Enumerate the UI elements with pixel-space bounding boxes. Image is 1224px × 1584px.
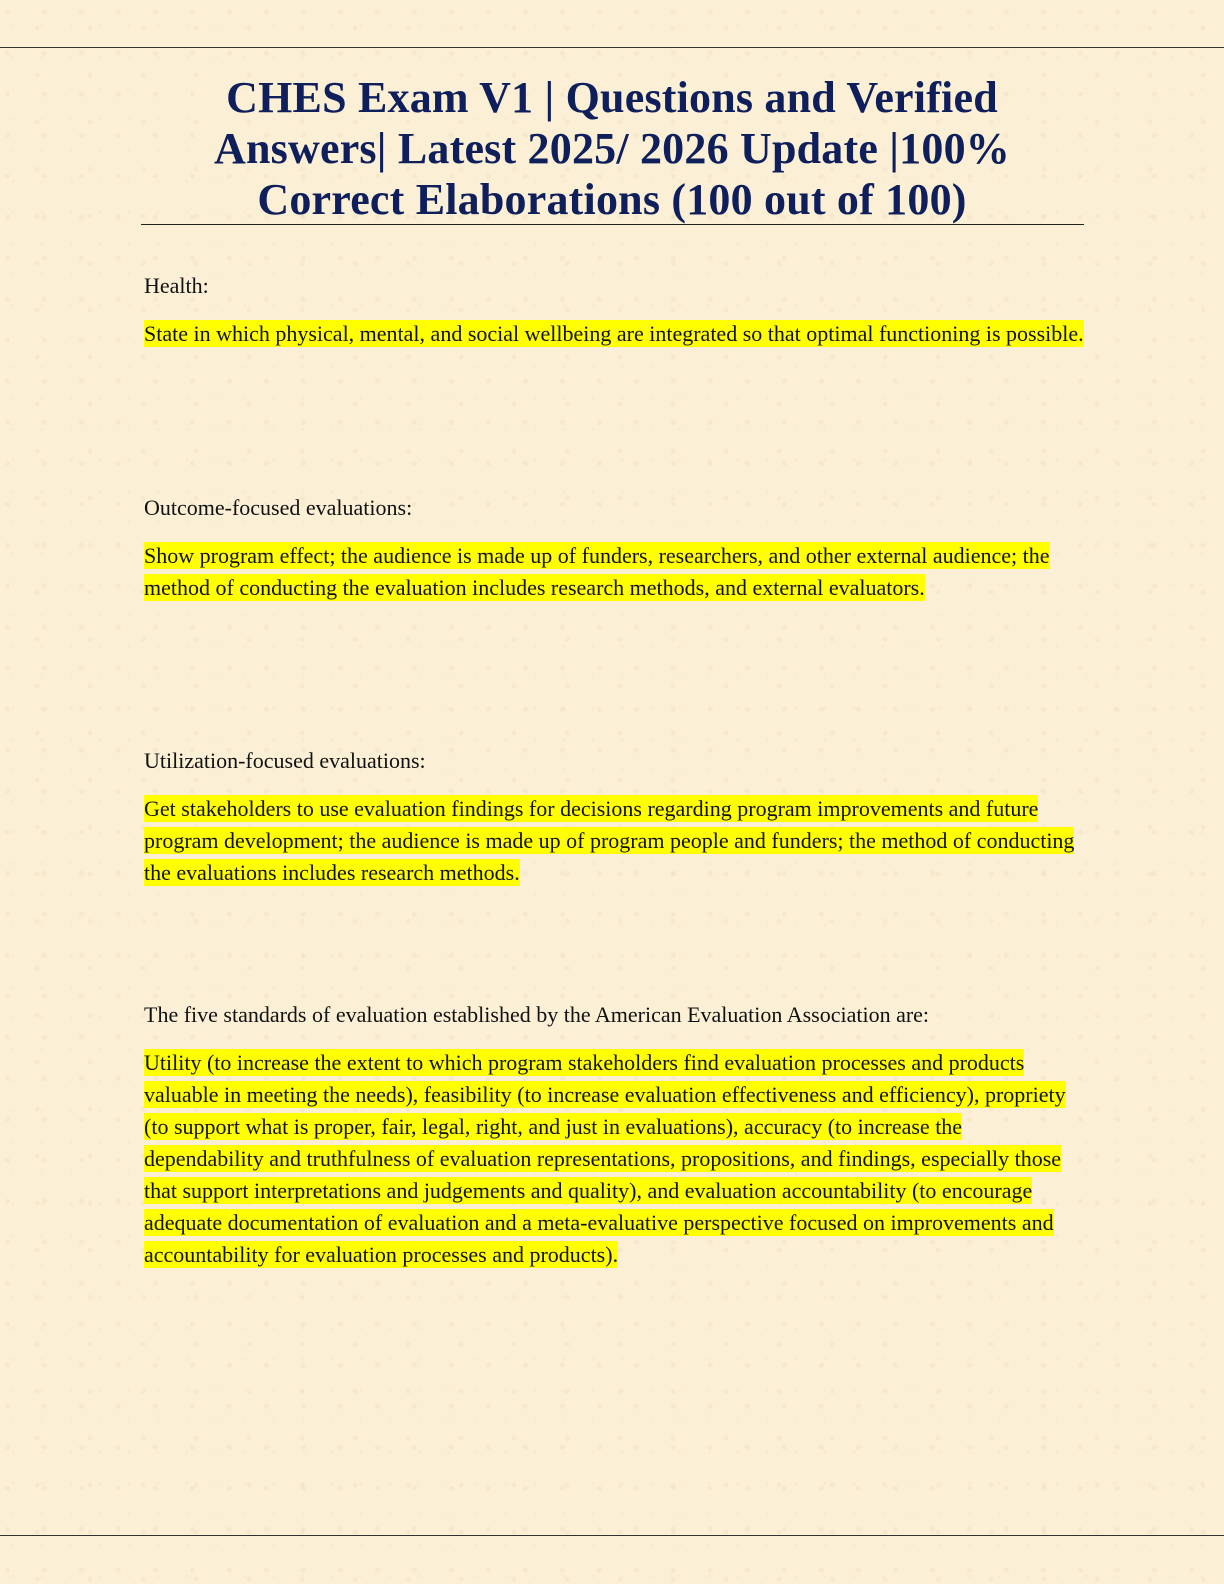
answer-text <box>144 1047 1084 1271</box>
answer-highlight: Show program effect; the audience is made up of funders, researchers, and other external audience; the method of conducting the evaluation includes research methods, and external evaluators. <box>144 543 1050 600</box>
document-title: CHES Exam V1 | Questions and Verified Answers| Latest 2025/ 2026 Update |100% Correct Elaborations (100 out of 100) <box>214 73 1010 224</box>
header-divider <box>0 47 1224 48</box>
qa-item-five-standards <box>144 999 1084 1271</box>
answer-text <box>144 318 1084 350</box>
answer-highlight: Utility (to increase the extent to which program stakeholders find evaluation processes and products valuable in meeting the needs), feasibility (to increase evaluation effectiveness and efficiency), propriety (to support what is proper, fair, legal, right, and just in evaluations), accuracy (to increase the dependability and truthfulness of evaluation representations, propositions, and findings, especially those that support interpretations and judgements and quality), and evaluation accountability (to encourage adequate documentation of evaluation and a meta-evaluative perspective focused on improvements and accountability for evaluation processes and products). <box>144 1050 1066 1267</box>
answer-highlight: Get stakeholders to use evaluation findings for decisions regarding program improvements and future program development; the audience is made up of program people and funders; the method of conducting the evaluations includes research methods. <box>144 796 1075 885</box>
question-text: Utilization-focused evaluations: <box>144 748 426 773</box>
answer-text <box>144 793 1084 889</box>
answer-text <box>144 540 1084 604</box>
question-text: The five standards of evaluation established by the American Evaluation Association are: <box>144 1002 930 1027</box>
qa-item-utilization-focused <box>144 745 1084 889</box>
qa-item-outcome-focused <box>144 492 1084 604</box>
answer-highlight: State in which physical, mental, and social wellbeing are integrated so that optimal functioning is possible. <box>144 321 1084 346</box>
title-underline <box>141 224 1084 225</box>
qa-item-health <box>144 270 1084 350</box>
footer-divider <box>0 1535 1224 1536</box>
question-text: Health: <box>144 273 209 298</box>
question-text: Outcome-focused evaluations: <box>144 495 413 520</box>
